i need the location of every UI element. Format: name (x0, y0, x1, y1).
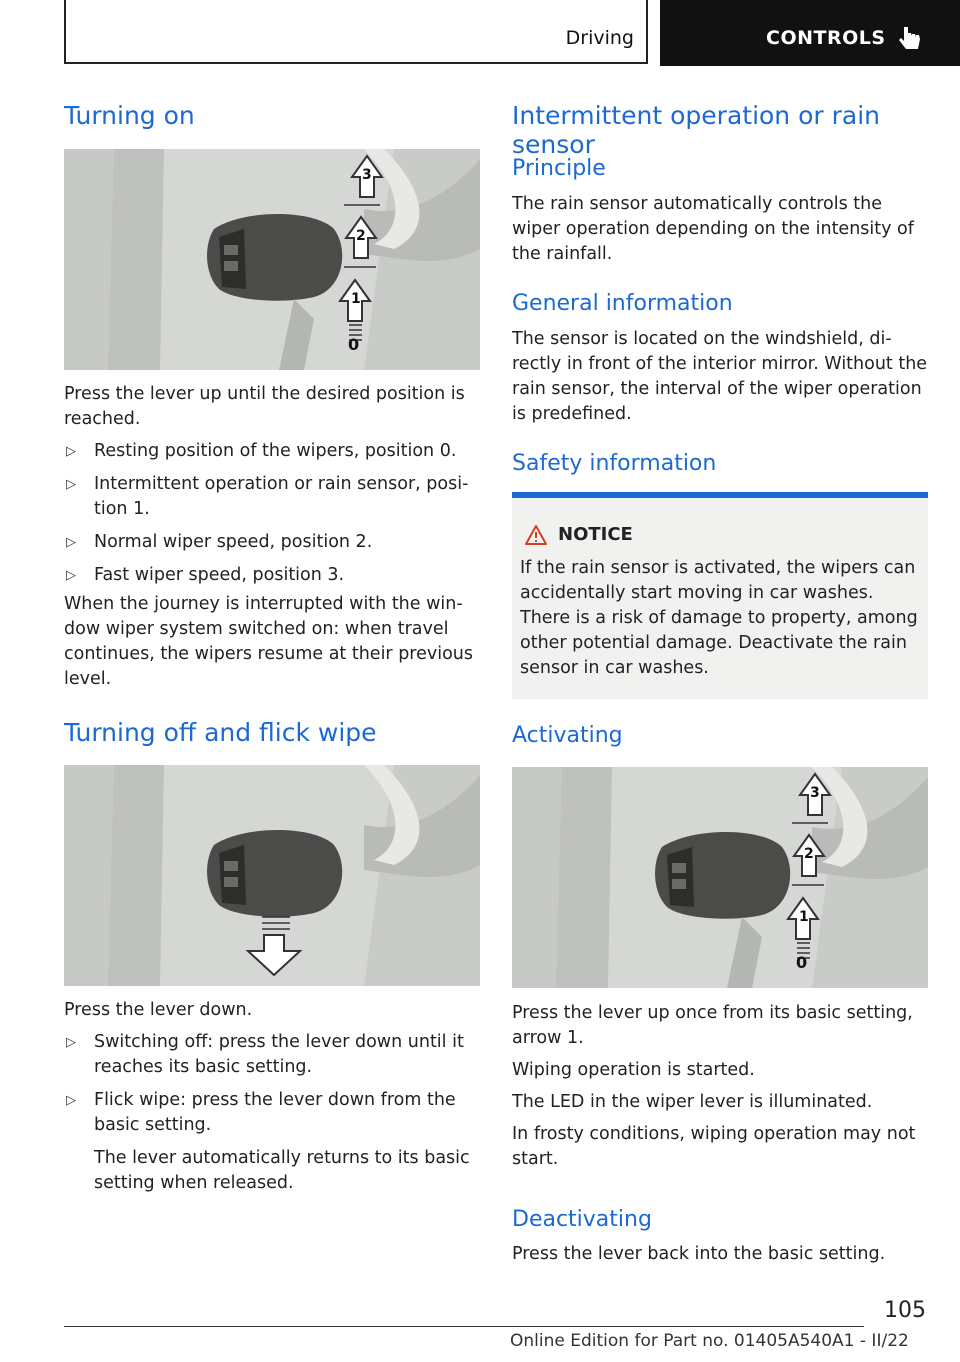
list-item: ▷ Fast wiper speed, position 3. (66, 565, 345, 585)
notice-text: If the rain sensor is activated, the wipers can accidentally start moving in car washes. There is a risk of damage to property, among other potential damage. Deactivate the rain sensor in car washes. (520, 558, 918, 678)
figure-label-0: 0 (796, 953, 808, 972)
notice-title: NOTICE (558, 524, 633, 545)
heading-turning-off: Turning off and flick wipe (64, 718, 377, 747)
heading-principle: Principle (512, 156, 606, 181)
list-item: ▷ Normal wiper speed, position 2. (66, 532, 373, 552)
heading-deactivating: Deactivating (512, 1207, 652, 1232)
activating-text-1: Press the lever up once from its basic setting, arrow 1. (512, 1003, 913, 1048)
header-chapter-tab (660, 0, 960, 66)
figure-label-1: 1 (351, 291, 361, 307)
figure-label-0: 0 (348, 335, 360, 354)
figure-label-1: 1 (799, 909, 809, 925)
heading-activating: Activating (512, 723, 623, 748)
figure-label-3: 3 (362, 167, 372, 183)
footer-divider (64, 1326, 864, 1327)
turning-off-intro: Press the lever down. (64, 1000, 253, 1020)
list-item: ▷ Switching off: press the lever down until it reaches its basic setting. (66, 1032, 464, 1077)
header-chapter-label: CONTROLS (766, 27, 886, 49)
header-section-box (64, 0, 648, 64)
general-information-text: The sensor is located on the windshield, di-rectly in front of the interior mirror. Without the rain sensor, the interval of the wiper operation is predefined. (512, 329, 928, 424)
figure-label-2: 2 (356, 228, 366, 244)
activating-text-2: Wiping operation is started. (512, 1060, 755, 1080)
heading-safety-information: Safety information (512, 451, 717, 476)
turning-on-list (64, 439, 480, 596)
figure-label-3: 3 (810, 785, 820, 801)
figure-lever-down (64, 765, 480, 986)
list-item: ▷ Intermittent operation or rain sensor, posi-tion 1. (66, 474, 469, 519)
footer-edition: Online Edition for Part no. 01405A540A1 - II/22 (510, 1331, 909, 1351)
figure-lever-up (64, 149, 480, 370)
heading-general-information: General information (512, 291, 733, 316)
turning-on-intro: Press the lever up until the desired position is reached. (64, 384, 465, 429)
page-number: 105 (884, 1298, 926, 1323)
figure-activating (512, 767, 928, 988)
warning-triangle-icon (524, 524, 548, 550)
activating-text-4: In frosty conditions, wiping operation may not start. (512, 1124, 916, 1169)
header-section-title: Driving (565, 27, 634, 49)
hand-pointer-icon (898, 25, 924, 57)
activating-text-3: The LED in the wiper lever is illuminated. (512, 1092, 873, 1112)
list-item: ▷ Resting position of the wipers, position 0. (66, 441, 457, 461)
notice-box (512, 492, 928, 699)
turning-off-list (64, 1030, 480, 1204)
deactivating-text: Press the lever back into the basic setting. (512, 1244, 886, 1264)
figure-label-2: 2 (804, 846, 814, 862)
turning-on-note: When the journey is interrupted with the win-dow wiper system switched on: when travel continues, the wipers resume at their previous level. (64, 594, 474, 689)
heading-turning-on: Turning on (64, 101, 195, 130)
flick-wipe-note: The lever automatically returns to its basic setting when released. (94, 1148, 470, 1193)
list-item: ▷ Flick wipe: press the lever down from the basic setting. The lever automatically returns to its basic setting when released. (64, 1088, 480, 1196)
heading-intermittent: Intermittent operation or rain sensor (512, 101, 881, 159)
principle-text: The rain sensor automatically controls the wiper operation depending on the intensity of the rainfall. (512, 194, 914, 264)
